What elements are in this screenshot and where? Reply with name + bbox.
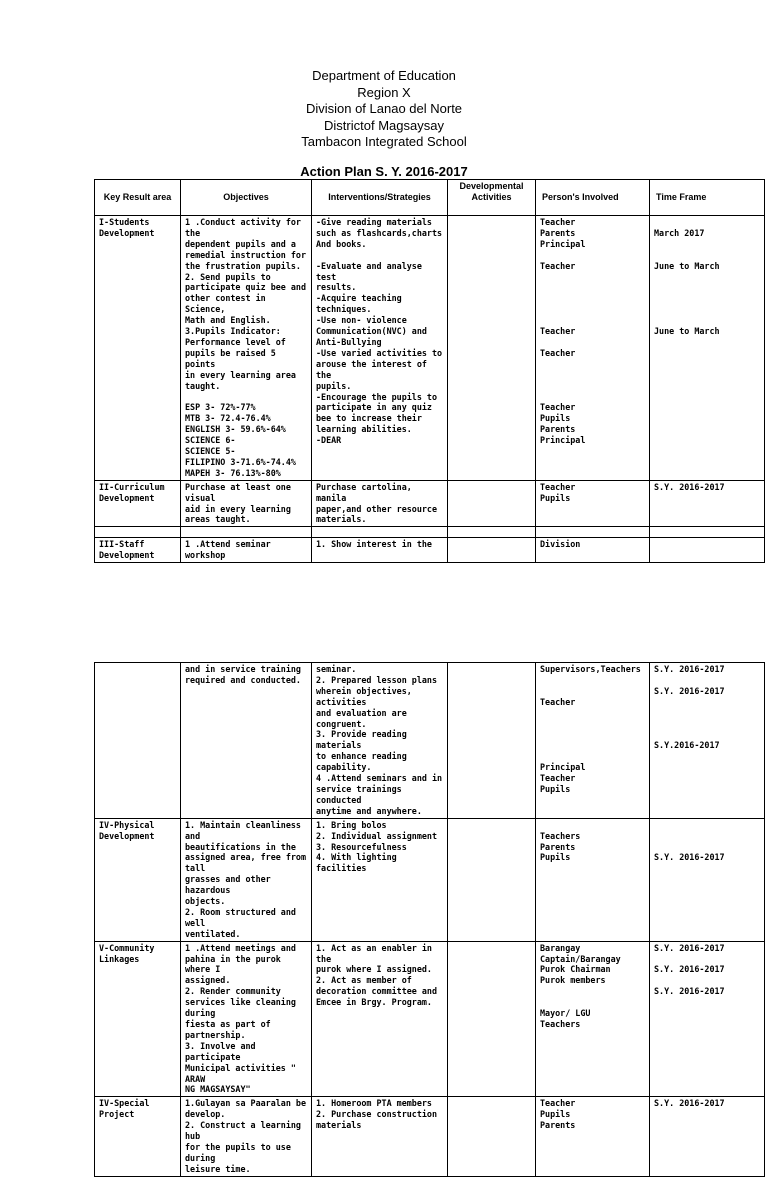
cell-kra: IV-Special Project bbox=[95, 1097, 181, 1176]
cell-objectives: Purchase at least one visual aid in every learning areas taught. bbox=[181, 480, 312, 527]
cell-time: S.Y. 2016-2017 S.Y. 2016-2017 S.Y. 2016-2017 bbox=[650, 941, 765, 1097]
cell-activities bbox=[448, 818, 536, 941]
cell-kra: IV-Physical Development bbox=[95, 818, 181, 941]
table-row bbox=[95, 663, 765, 819]
cell-objectives: and in service training required and conducted. bbox=[181, 663, 312, 819]
cell-kra: II-Curriculum Development bbox=[95, 480, 181, 527]
cell-interventions: 1. Homeroom PTA members 2. Purchase construction materials bbox=[312, 1097, 448, 1176]
cell-interventions: 1. Bring bolos 2. Individual assignment 3. Resourcefulness 4. With lighting facilities bbox=[312, 818, 448, 941]
action-plan-table-continued bbox=[94, 662, 765, 1177]
cell-persons: Division bbox=[536, 538, 650, 563]
cell-objectives: 1.Gulayan sa Paaralan be develop. 2. Construct a learning hub for the pupils to use during leisure time. bbox=[181, 1097, 312, 1176]
cell-kra: V-Community Linkages bbox=[95, 941, 181, 1097]
cell-kra bbox=[95, 663, 181, 819]
cell-activities bbox=[448, 480, 536, 527]
table-header-row bbox=[95, 180, 765, 216]
cell-activities bbox=[448, 941, 536, 1097]
col-persons-involved: Person's Involved bbox=[536, 180, 650, 216]
header-division: Division of Lanao del Norte bbox=[305, 101, 463, 116]
header-department: Department of Education bbox=[312, 68, 456, 83]
cell-objectives: 1 .Attend seminar workshop bbox=[181, 538, 312, 563]
cell-time bbox=[650, 538, 765, 563]
col-time-frame: Time Frame bbox=[650, 180, 765, 216]
cell-time: S.Y. 2016-2017 bbox=[650, 1097, 765, 1176]
header-school: Tambacon Integrated School bbox=[301, 134, 467, 149]
cell-objectives: 1 .Conduct activity for the dependent pupils and a remedial instruction for the frustration pupils. 2. Send pupils to participate quiz bee and other contest in Science, Math and English. 3.Pupils Indicator: Performance level of pupils be raised 5 points in every learning area taught. ESP 3- 72%-77% MTB 3- 72.4-76.4% ENGLISH 3- 59.6%-64% SCIENCE 6- SCIENCE 5- FILIPINO 3-71.6%-74.4% MAPEH 3- 76.13%-80% bbox=[181, 216, 312, 481]
table-row bbox=[95, 818, 765, 941]
cell-activities bbox=[448, 663, 536, 819]
document-header bbox=[0, 68, 768, 151]
table-row bbox=[95, 480, 765, 527]
cell-persons: Barangay Captain/Barangay Purok Chairman Purok members Mayor/ LGU Teachers bbox=[536, 941, 650, 1097]
cell-persons: Teachers Parents Pupils bbox=[536, 818, 650, 941]
table-row bbox=[95, 1097, 765, 1176]
cell-objectives: 1. Maintain cleanliness and beautifications in the assigned area, free from tall grasses and other hazardous objects. 2. Room structured and well ventilated. bbox=[181, 818, 312, 941]
col-objectives: Objectives bbox=[181, 180, 312, 216]
col-interventions: Interventions/Strategies bbox=[312, 180, 448, 216]
cell-kra: III-Staff Development bbox=[95, 538, 181, 563]
cell-time: March 2017 June to March June to March bbox=[650, 216, 765, 481]
cell-interventions: 1. Act as an enabler in the purok where I assigned. 2. Act as member of decoration committee and Emcee in Brgy. Program. bbox=[312, 941, 448, 1097]
table-row-spacer bbox=[95, 527, 765, 538]
cell-activities bbox=[448, 216, 536, 481]
action-plan-table bbox=[94, 179, 765, 563]
cell-persons: Teacher Pupils bbox=[536, 480, 650, 527]
cell-interventions: seminar. 2. Prepared lesson plans wherein objectives, activities and evaluation are congruent. 3. Provide reading materials to enhance reading capability. 4 .Attend seminars and in service trainings conducted anytime and anywhere. bbox=[312, 663, 448, 819]
cell-objectives: 1 .Attend meetings and pahina in the purok where I assigned. 2. Render community services like cleaning during fiesta as part of partnership. 3. Involve and participate Municipal activities " ARAW NG MAGSAYSAY" bbox=[181, 941, 312, 1097]
cell-time: S.Y. 2016-2017 S.Y. 2016-2017 S.Y.2016-2017 bbox=[650, 663, 765, 819]
table-row bbox=[95, 941, 765, 1097]
cell-time: S.Y. 2016-2017 bbox=[650, 480, 765, 527]
col-developmental-activities: Developmental Activities bbox=[448, 180, 536, 216]
cell-activities bbox=[448, 538, 536, 563]
plan-title: Action Plan S. Y. 2016-2017 bbox=[300, 164, 468, 179]
cell-interventions: -Give reading materials such as flashcards,charts And books. -Evaluate and analyse test results. -Acquire teaching techniques. -Use non- violence Communication(NVC) and Anti-Bullying -Use varied activities to arouse the interest of the pupils. -Encourage the pupils to participate in any quiz bee to increase their learning abilities. -DEAR bbox=[312, 216, 448, 481]
cell-activities bbox=[448, 1097, 536, 1176]
cell-interventions: Purchase cartolina, manila paper,and other resource materials. bbox=[312, 480, 448, 527]
cell-interventions: 1. Show interest in the bbox=[312, 538, 448, 563]
cell-kra: I-Students Development bbox=[95, 216, 181, 481]
cell-persons: Teacher Parents Principal Teacher Teacher Teacher Teacher Pupils Parents Principal bbox=[536, 216, 650, 481]
col-key-result-area: Key Result area bbox=[95, 180, 181, 216]
header-region: Region X bbox=[357, 84, 411, 100]
cell-time: S.Y. 2016-2017 bbox=[650, 818, 765, 941]
cell-persons: Supervisors,Teachers Teacher Principal Teacher Pupils bbox=[536, 663, 650, 819]
cell-persons: Teacher Pupils Parents bbox=[536, 1097, 650, 1176]
table-row bbox=[95, 216, 765, 481]
header-district: Districtof Magsaysay bbox=[324, 117, 444, 133]
table-row bbox=[95, 538, 765, 563]
